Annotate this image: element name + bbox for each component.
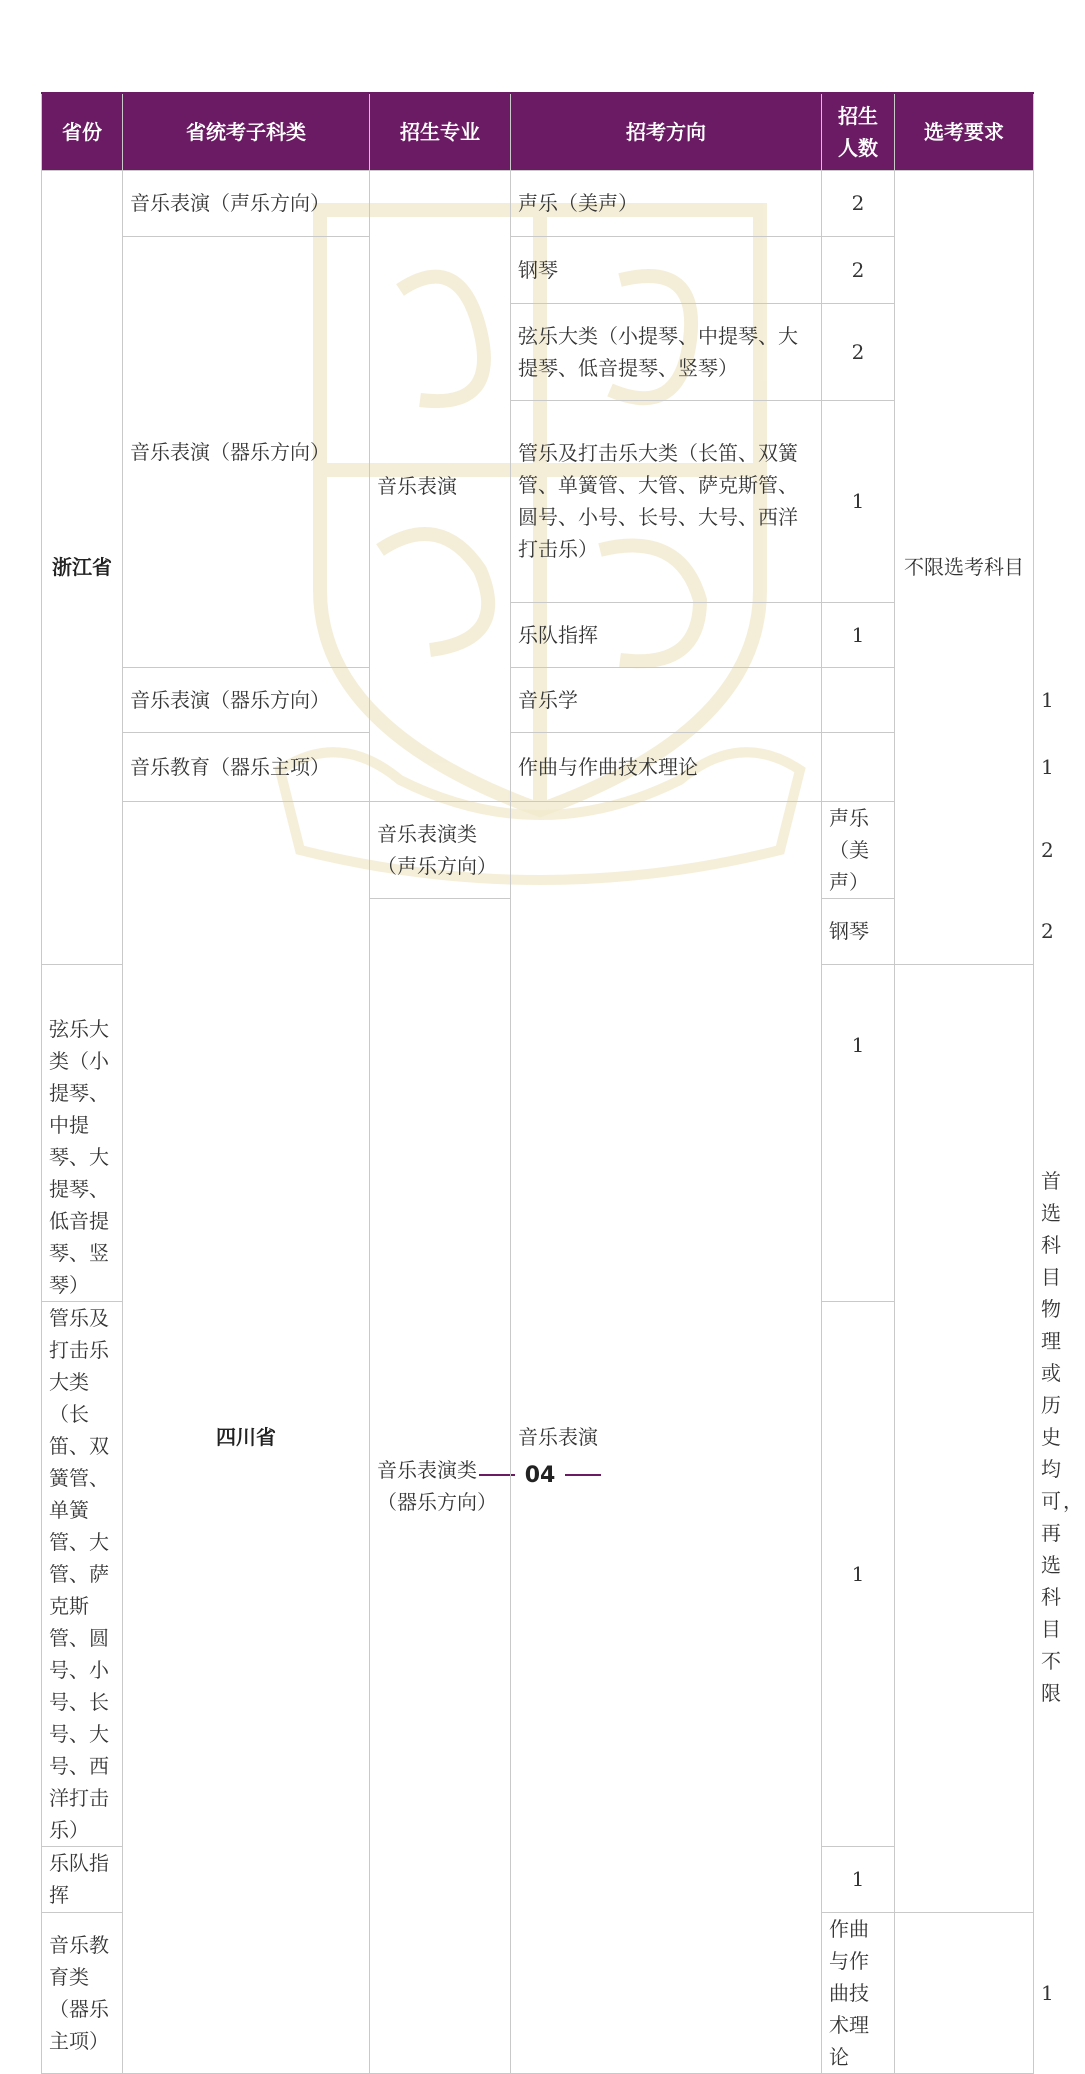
direction-cell: 乐队指挥 (42, 1846, 123, 1912)
header-category: 省统考子科类 (123, 93, 370, 170)
table-row: 音乐教育（器乐主项） 作曲与作曲技术理论 1 (42, 732, 1034, 801)
direction-cell: 声乐（美声） (511, 170, 822, 236)
header-quota (822, 93, 895, 170)
table-row: 音乐表演类（器乐方向） 钢琴 2 (42, 898, 1034, 964)
table-row (42, 236, 1034, 303)
requirement-cell: 不限选考科目 (895, 170, 1034, 964)
direction-cell: 弦乐大类（小提琴、中提琴、大提琴、低音提琴、竖琴） (42, 964, 123, 1301)
direction-cell: 乐队指挥 (511, 602, 822, 667)
direction-cell: 声乐（美声） (822, 801, 895, 898)
direction-cell: 钢琴 (822, 898, 895, 964)
quota-cell: 1 (822, 400, 895, 602)
quota-cell: 1 (822, 1846, 895, 1912)
quota-cell: 2 (822, 236, 895, 303)
category-cell: 音乐表演（声乐方向） (123, 170, 370, 236)
direction-cell: 弦乐大类（小提琴、中提琴、大提琴、低音提琴、竖琴） (511, 303, 822, 400)
header-quota-line2: 人数 (838, 135, 878, 160)
direction-cell: 管乐及打击乐大类（长笛、双簧管、单簧管、大管、萨克斯管、圆号、小号、长号、大号、西洋打击乐） (42, 1301, 123, 1846)
major-cell: 音乐表演 (511, 801, 822, 2073)
direction-cell (822, 667, 895, 732)
category-cell: 音乐表演（器乐方向） (123, 236, 370, 667)
category-cell: 音乐表演类（器乐方向） (370, 898, 511, 2073)
category-cell: 音乐表演类（声乐方向） (370, 801, 511, 898)
header-requirement: 选考要求 (895, 93, 1034, 170)
page-number: 04 (524, 1462, 556, 1488)
header-quota-line1: 招生 (838, 103, 878, 128)
header-row (42, 93, 1034, 170)
header-direction: 招考方向 (511, 93, 822, 170)
quota-cell: 2 (822, 303, 895, 400)
direction-cell (822, 732, 895, 801)
direction-cell (895, 1912, 1034, 2073)
table-row (42, 170, 1034, 236)
category-cell: 音乐教育类（器乐主项） (42, 1912, 123, 2073)
major-cell: 作曲与作曲技术理论 (511, 732, 822, 801)
direction-cell: 管乐及打击乐大类（长笛、双簧管、单簧管、大管、萨克斯管、圆号、小号、长号、大号、西洋打击乐） (511, 400, 822, 602)
header-major: 招生专业 (370, 93, 511, 170)
table-row: 四川省 音乐表演类（声乐方向） 音乐表演 声乐（美声） 2 首选科目物理或历史均可，再选科目不限 (42, 801, 1034, 898)
table-row: 音乐教育类（器乐主项） 作曲与作曲技术理论 1 (42, 1912, 1034, 2073)
header-province: 省份 (42, 93, 123, 170)
table-row: 音乐表演（器乐方向） 音乐学 1 (42, 667, 1034, 732)
category-cell: 音乐教育（器乐主项） (123, 732, 370, 801)
major-cell: 音乐学 (511, 667, 822, 732)
province-cell: 浙江省 (42, 170, 123, 964)
direction-cell: 钢琴 (511, 236, 822, 303)
category-cell: 音乐表演（器乐方向） (123, 667, 370, 732)
admission-table (41, 92, 1085, 2074)
quota-cell: 1 (822, 1301, 895, 1846)
major-cell: 作曲与作曲技术理论 (822, 1912, 895, 2073)
major-cell: 音乐表演 (370, 170, 511, 801)
quota-cell: 1 (822, 602, 895, 667)
quota-cell: 2 (822, 170, 895, 236)
province-cell: 四川省 (123, 801, 370, 2073)
quota-cell: 1 (822, 964, 895, 1301)
